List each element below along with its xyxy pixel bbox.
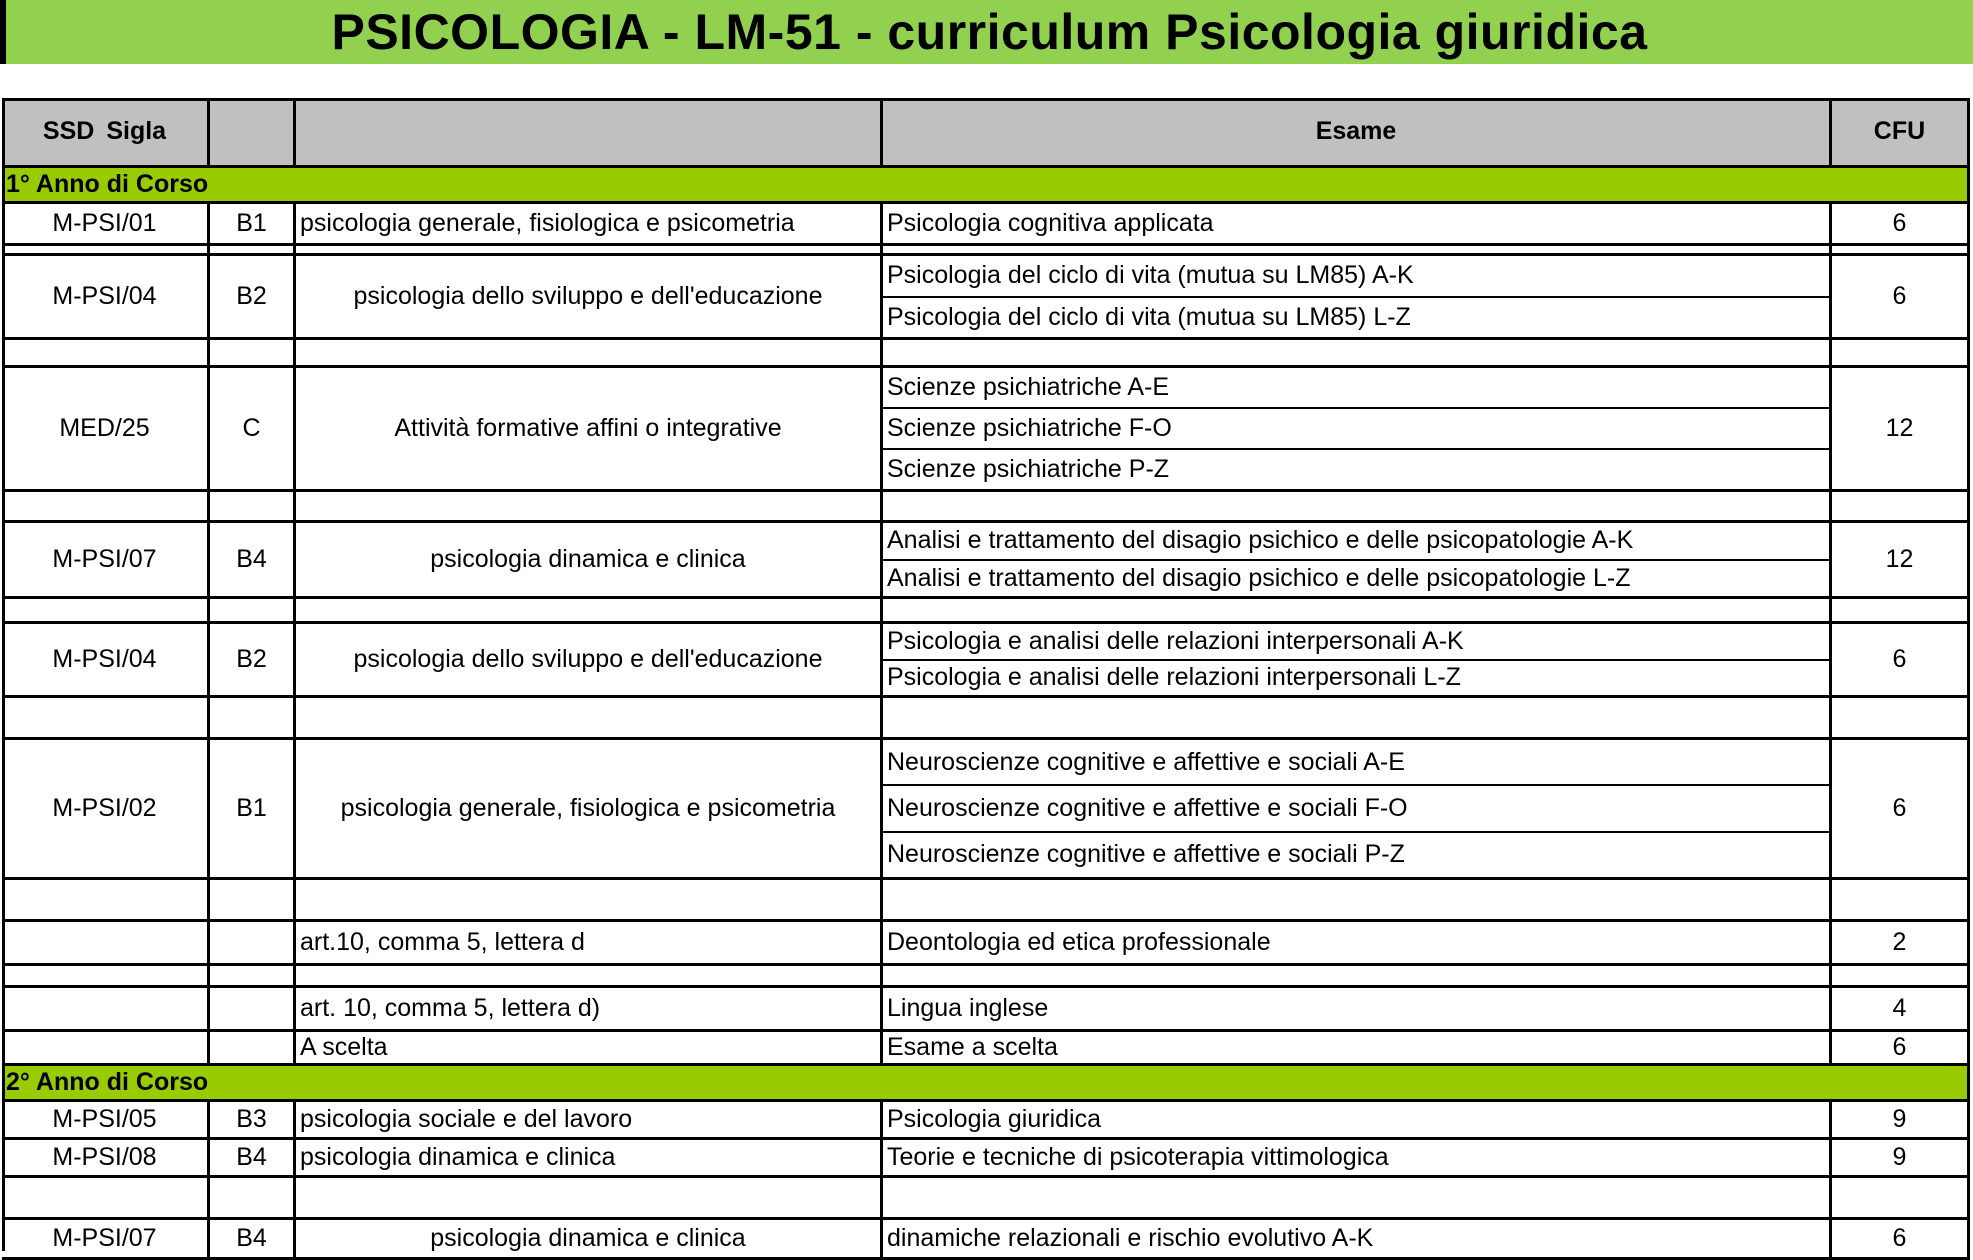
exam-name: Neuroscienze cognitive e affettive e sociali P-Z bbox=[887, 840, 1405, 869]
sigla-value: B4 bbox=[236, 545, 267, 573]
year1-bar bbox=[2, 168, 1970, 204]
ssd-value: M-PSI/07 bbox=[52, 1224, 157, 1252]
y1-sigla-cell bbox=[210, 204, 296, 246]
y2-spacer-sigla bbox=[210, 1178, 296, 1220]
cfu-value: 12 bbox=[1885, 414, 1914, 442]
y1-spacer-cfu bbox=[1832, 880, 1970, 922]
y2-cfu-cell bbox=[1832, 1220, 1970, 1260]
y1-spacer-esame bbox=[883, 966, 1832, 988]
exam-name: Neuroscienze cognitive e affettive e sociali F-O bbox=[883, 786, 1829, 832]
y2-exam-cell bbox=[883, 1102, 1832, 1140]
exam-name: Analisi e trattamento del disagio psichico e delle psicopatologie A-K bbox=[883, 523, 1829, 561]
ambito-value: Attività formative affini o integrative bbox=[394, 414, 782, 442]
y1-spacer-ssd bbox=[2, 698, 210, 740]
y1-sigla-cell bbox=[210, 1032, 296, 1066]
header-cfu bbox=[1832, 98, 1970, 168]
title-text: PSICOLOGIA - LM-51 - curriculum Psicologia giuridica bbox=[331, 4, 1648, 60]
y1-sigla-cell bbox=[210, 256, 296, 340]
year2-bar-label: 2° Anno di Corso bbox=[6, 1068, 209, 1096]
y1-ambito-cell bbox=[296, 624, 883, 698]
exam-name: Scienze psichiatriche F-O bbox=[883, 409, 1829, 450]
ssd-value: M-PSI/04 bbox=[52, 645, 157, 673]
y1-spacer-cfu bbox=[1832, 340, 1970, 368]
y1-exam-cell bbox=[883, 922, 1832, 966]
exam-name: Psicologia e analisi delle relazioni interpersonali L-Z bbox=[887, 663, 1461, 692]
cfu-value: 6 bbox=[1892, 282, 1907, 310]
y1-spacer-cfu bbox=[1832, 966, 1970, 988]
y1-spacer-ssd bbox=[2, 599, 210, 624]
cfu-value: 6 bbox=[1892, 645, 1907, 673]
sigla-value: B2 bbox=[236, 282, 267, 310]
y1-spacer-ssd bbox=[2, 880, 210, 922]
y1-cfu-cell bbox=[1832, 368, 1970, 492]
y2-exam-cell bbox=[883, 1140, 1832, 1178]
exam-name: Teorie e tecniche di psicoterapia vittimologica bbox=[887, 1143, 1389, 1171]
y1-spacer-cfu bbox=[1832, 599, 1970, 624]
y1-ssd-cell bbox=[2, 523, 210, 599]
ambito-value: psicologia dinamica e clinica bbox=[430, 1224, 746, 1252]
sigla-value: B1 bbox=[236, 209, 267, 237]
ambito-value: psicologia dinamica e clinica bbox=[430, 545, 746, 573]
header-ssd-label: SSD bbox=[42, 117, 95, 145]
y1-ambito-cell bbox=[296, 740, 883, 880]
ambito-value: art.10, comma 5, lettera d bbox=[300, 928, 585, 956]
y2-ambito-cell bbox=[296, 1220, 883, 1260]
y1-sigla-cell bbox=[210, 624, 296, 698]
y1-ssd-cell bbox=[2, 256, 210, 340]
sigla-value: B1 bbox=[236, 794, 267, 822]
y1-ssd-cell bbox=[2, 368, 210, 492]
header-ambito bbox=[296, 98, 883, 168]
y1-spacer-sigla bbox=[210, 599, 296, 624]
y2-spacer-ambito bbox=[296, 1178, 883, 1220]
exam-name: dinamiche relazionali e rischio evolutivo A-K bbox=[887, 1224, 1374, 1252]
y1-ssd-cell bbox=[2, 988, 210, 1032]
y2-sigla-cell bbox=[210, 1220, 296, 1260]
ambito-value: psicologia generale, fisiologica e psicometria bbox=[340, 794, 836, 822]
cfu-value: 2 bbox=[1892, 928, 1907, 956]
y1-spacer-esame bbox=[883, 880, 1832, 922]
y2-ssd-cell bbox=[2, 1140, 210, 1178]
y2-exam-cell bbox=[883, 1220, 1832, 1260]
header-esame bbox=[883, 98, 1832, 168]
y1-exam-cell bbox=[883, 1032, 1832, 1066]
y2-spacer-esame bbox=[883, 1178, 1832, 1220]
ssd-value: M-PSI/02 bbox=[52, 794, 157, 822]
y1-cfu-cell bbox=[1832, 624, 1970, 698]
y1-cfu-cell bbox=[1832, 922, 1970, 966]
y1-cfu-cell bbox=[1832, 523, 1970, 599]
y1-spacer-ambito bbox=[296, 246, 883, 256]
header-ssd bbox=[2, 98, 210, 168]
sigla-value: B4 bbox=[236, 1224, 267, 1252]
y2-ambito-cell bbox=[296, 1102, 883, 1140]
y2-cfu-cell bbox=[1832, 1140, 1970, 1178]
y1-exam-cell bbox=[883, 988, 1832, 1032]
y1-ssd-cell bbox=[2, 204, 210, 246]
y1-exam-cell bbox=[883, 256, 1832, 340]
y1-spacer-ambito bbox=[296, 880, 883, 922]
exam-name: Scienze psichiatriche A-E bbox=[883, 368, 1829, 409]
ssd-value: M-PSI/07 bbox=[52, 545, 157, 573]
y1-spacer-ambito bbox=[296, 966, 883, 988]
y1-spacer-esame bbox=[883, 340, 1832, 368]
exam-name: Psicologia cognitiva applicata bbox=[887, 209, 1214, 237]
y1-spacer-esame bbox=[883, 246, 1832, 256]
y1-cfu-cell bbox=[1832, 1032, 1970, 1066]
y1-spacer-ambito bbox=[296, 698, 883, 740]
y1-spacer-sigla bbox=[210, 966, 296, 988]
ambito-value: psicologia sociale e del lavoro bbox=[300, 1105, 633, 1133]
y1-spacer-sigla bbox=[210, 880, 296, 922]
cfu-value: 9 bbox=[1892, 1105, 1907, 1133]
y2-ambito-cell bbox=[296, 1140, 883, 1178]
y1-spacer-ssd bbox=[2, 966, 210, 988]
ambito-value: psicologia generale, fisiologica e psicometria bbox=[300, 209, 795, 237]
sigla-value: C bbox=[242, 414, 261, 442]
y1-exam-cell bbox=[883, 204, 1832, 246]
y1-sigla-cell bbox=[210, 922, 296, 966]
y1-ssd-cell bbox=[2, 740, 210, 880]
ssd-value: M-PSI/04 bbox=[52, 282, 157, 310]
exam-name: Psicologia del ciclo di vita (mutua su LM85) L-Z bbox=[887, 302, 1411, 331]
exam-name: Deontologia ed etica professionale bbox=[887, 928, 1271, 956]
sigla-value: B3 bbox=[236, 1105, 267, 1133]
y1-spacer-cfu bbox=[1832, 698, 1970, 740]
exam-name: Analisi e trattamento del disagio psichico e delle psicopatologie L-Z bbox=[887, 563, 1631, 592]
year1-bar-label: 1° Anno di Corso bbox=[6, 170, 209, 198]
exam-name: Psicologia del ciclo di vita (mutua su LM85) A-K bbox=[883, 256, 1829, 298]
y1-sigla-cell bbox=[210, 368, 296, 492]
y1-spacer-ssd bbox=[2, 492, 210, 523]
exam-name: Scienze psichiatriche P-Z bbox=[887, 455, 1170, 483]
y2-ssd-cell bbox=[2, 1220, 210, 1260]
y2-sigla-cell bbox=[210, 1102, 296, 1140]
year2-bar bbox=[2, 1066, 1970, 1102]
exam-name: Psicologia e analisi delle relazioni interpersonali A-K bbox=[883, 624, 1829, 661]
y2-spacer-cfu bbox=[1832, 1178, 1970, 1220]
y1-cfu-cell bbox=[1832, 204, 1970, 246]
sigla-value: B4 bbox=[236, 1143, 267, 1171]
cfu-value: 6 bbox=[1892, 1224, 1907, 1252]
exam-name: Esame a scelta bbox=[887, 1033, 1058, 1061]
y1-spacer-sigla bbox=[210, 492, 296, 523]
y1-ambito-cell bbox=[296, 988, 883, 1032]
y1-exam-cell bbox=[883, 523, 1832, 599]
ssd-value: M-PSI/05 bbox=[52, 1105, 157, 1133]
exam-name: Psicologia giuridica bbox=[887, 1105, 1102, 1133]
y1-cfu-cell bbox=[1832, 740, 1970, 880]
y1-sigla-cell bbox=[210, 523, 296, 599]
y1-ambito-cell bbox=[296, 922, 883, 966]
y1-spacer-ambito bbox=[296, 599, 883, 624]
header-esame-label: Esame bbox=[1315, 117, 1397, 145]
y1-spacer-sigla bbox=[210, 246, 296, 256]
header-sigla bbox=[210, 98, 296, 168]
y1-spacer-ambito bbox=[296, 492, 883, 523]
y1-spacer-esame bbox=[883, 698, 1832, 740]
y1-ssd-cell bbox=[2, 922, 210, 966]
ambito-value: A scelta bbox=[300, 1033, 388, 1061]
cfu-value: 12 bbox=[1885, 545, 1914, 573]
y2-sigla-cell bbox=[210, 1140, 296, 1178]
y1-exam-cell bbox=[883, 740, 1832, 880]
sigla-value: B2 bbox=[236, 645, 267, 673]
y1-ambito-cell bbox=[296, 256, 883, 340]
y1-spacer-cfu bbox=[1832, 492, 1970, 523]
y1-ambito-cell bbox=[296, 523, 883, 599]
y1-ssd-cell bbox=[2, 1032, 210, 1066]
header-sigla-label: Sigla bbox=[106, 117, 167, 145]
ssd-value: M-PSI/08 bbox=[52, 1143, 157, 1171]
y2-spacer-ssd bbox=[2, 1178, 210, 1220]
cfu-value: 9 bbox=[1892, 1143, 1907, 1171]
y1-exam-cell bbox=[883, 624, 1832, 698]
y1-ambito-cell bbox=[296, 204, 883, 246]
y1-cfu-cell bbox=[1832, 256, 1970, 340]
cfu-value: 6 bbox=[1892, 794, 1907, 822]
cfu-value: 6 bbox=[1892, 209, 1907, 237]
ambito-value: psicologia dinamica e clinica bbox=[300, 1143, 616, 1171]
y1-ssd-cell bbox=[2, 624, 210, 698]
exam-name: Neuroscienze cognitive e affettive e sociali A-E bbox=[883, 740, 1829, 786]
y1-sigla-cell bbox=[210, 988, 296, 1032]
y1-spacer-cfu bbox=[1832, 246, 1970, 256]
y1-spacer-ssd bbox=[2, 246, 210, 256]
y1-spacer-sigla bbox=[210, 340, 296, 368]
y1-ambito-cell bbox=[296, 368, 883, 492]
ambito-value: art. 10, comma 5, lettera d) bbox=[300, 994, 601, 1022]
ssd-value: MED/25 bbox=[59, 414, 150, 442]
cfu-value: 4 bbox=[1892, 994, 1907, 1022]
ambito-value: psicologia dello sviluppo e dell'educazione bbox=[353, 282, 823, 310]
cfu-value: 6 bbox=[1892, 1033, 1907, 1061]
y2-ssd-cell bbox=[2, 1102, 210, 1140]
y1-spacer-esame bbox=[883, 492, 1832, 523]
y1-sigla-cell bbox=[210, 740, 296, 880]
y1-exam-cell bbox=[883, 368, 1832, 492]
header-cfu-label: CFU bbox=[1873, 117, 1926, 145]
y2-cfu-cell bbox=[1832, 1102, 1970, 1140]
y1-spacer-sigla bbox=[210, 698, 296, 740]
y1-cfu-cell bbox=[1832, 988, 1970, 1032]
y1-spacer-ambito bbox=[296, 340, 883, 368]
y1-spacer-ssd bbox=[2, 340, 210, 368]
exam-name: Lingua inglese bbox=[887, 994, 1049, 1022]
y1-ambito-cell bbox=[296, 1032, 883, 1066]
ssd-value: M-PSI/01 bbox=[52, 209, 157, 237]
y1-spacer-esame bbox=[883, 599, 1832, 624]
ambito-value: psicologia dello sviluppo e dell'educazione bbox=[353, 645, 823, 673]
